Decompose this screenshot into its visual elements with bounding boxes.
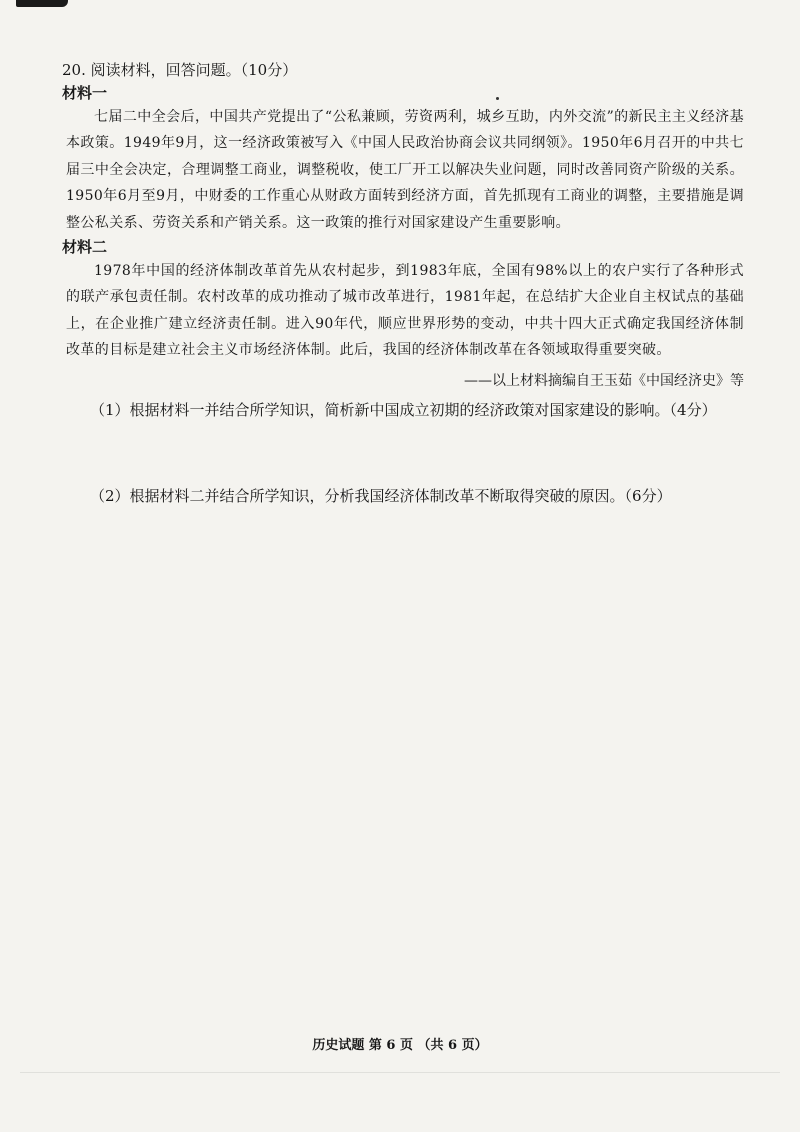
source-citation: ——以上材料摘编自王玉茹《中国经济史》等 — [464, 372, 744, 389]
sub-question-1: （1）根据材料一并结合所学知识，简析新中国成立初期的经济政策对国家建设的影响。（4分） — [90, 400, 717, 419]
scan-corner-mark — [16, 0, 68, 7]
page-footer: 历史试题 第 6 页 （共 6 页） — [312, 1038, 488, 1053]
question-title: 20. 阅读材料，回答问题。（10分） — [62, 61, 298, 79]
scan-edge — [20, 1072, 780, 1073]
sub-question-2: （2）根据材料二并结合所学知识，分析我国经济体制改革不断取得突破的原因。（6分） — [90, 486, 672, 505]
material-two-label: 材料二 — [62, 238, 108, 257]
material-one-text: 七届二中全会后，中国共产党提出了“公私兼顾，劳资两利，城乡互助，内外交流”的新民主主义经济基本政策。1949年9月，这一经济政策被写入《中国人民政治协商会议共同纲领》。1950年6月召开的中共七届三中全会决定，合理调整工商业，调整税收，使工厂开工以解决失业问题，同时改善同资产阶级的关系。1950年6月至9月，中财委的工作重心从财政方面转到经济方面，首先抓现有工商业的调整，主要措施是调整公私关系、劳资关系和产销关系。这一政策的推行对国家建设产生重要影响。 — [66, 109, 744, 231]
material-one-label: 材料一 — [62, 84, 108, 102]
material-two-text: 1978年中国的经济体制改革首先从农村起步，到1983年底，全国有98%以上的农户实行了各种形式的联产承包责任制。农村改革的成功推动了城市改革进行，1981年起，在总结扩大企业自主权试点的基础上，在企业推广建立经济责任制。进入90年代，顺应世界形势的变动，中共十四大正式确定我国经济体制改革的目标是建立社会主义市场经济体制。此后，我国的经济体制改革在各领域取得重要突破。 — [66, 263, 744, 359]
exam-page — [62, 58, 744, 508]
